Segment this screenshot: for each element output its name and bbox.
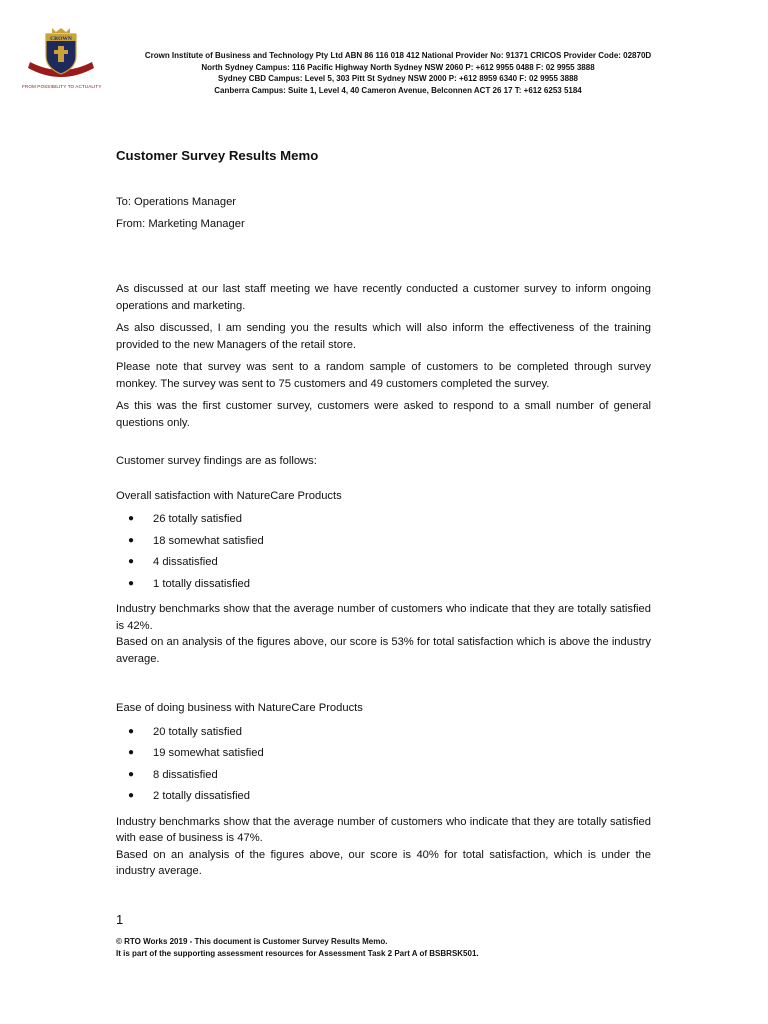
list-item [116, 723, 651, 745]
letterhead-canberra-line: Canberra Campus: Suite 1, Level 4, 40 Cameron Avenue, Belconnen ACT 26 17 T: +612 6253 5184 [214, 85, 582, 95]
logo-brand-text: CROWN [50, 36, 72, 42]
list-item-text: 1 totally dissatisfied [153, 577, 251, 590]
analysis-sentence: Based on an analysis of the figures above, our score is 53% for total satisfaction which is above the industry average. [116, 636, 651, 665]
section-title: Ease of doing business with NatureCare Products [116, 702, 363, 714]
bullet-icon: ● [128, 513, 135, 524]
list-item-text: 4 dissatisfied [153, 556, 218, 568]
letterhead-company-line: Crown Institute of Business and Technology Pty Ltd ABN 86 116 018 412 National Provider No: 91371 CRICOS Provider Code: 02870D [144, 51, 652, 60]
bullet-icon: ● [128, 577, 135, 589]
list-item [116, 510, 651, 532]
list-item [116, 744, 651, 766]
findings-section-overall-satisfaction [116, 488, 651, 668]
bullet-icon: ● [128, 556, 135, 567]
analysis-text [116, 847, 651, 880]
memo-paragraph: Please note that survey was sent to a random sample of customers to be completed through survey monkey. The survey was sent to 75 customers and 49 customers completed the survey. [116, 361, 651, 390]
memo-title: Customer Survey Results Memo [116, 148, 319, 163]
memo-to: To: Operations Manager [116, 196, 237, 208]
list-item-text: 26 totally satisfied [153, 513, 242, 525]
letterhead-sydney-cbd-line: Sydney CBD Campus: Level 5, 303 Pitt St Sydney NSW 2000 P: +612 8959 6340 F: 02 9955 3888 [218, 74, 578, 83]
footer-copyright-line: © RTO Works 2019 - This document is Customer Survey Results Memo. [116, 937, 388, 946]
list-item-text: 2 totally dissatisfied [153, 790, 251, 802]
institute-logo [22, 28, 100, 94]
footer [116, 936, 479, 960]
list-item [116, 575, 651, 597]
page-number: 1 [116, 912, 124, 927]
bullet-icon: ● [128, 747, 135, 758]
list-item-text: 8 dissatisfied [153, 768, 218, 781]
findings-section-ease-of-business [116, 700, 651, 880]
section-title: Overall satisfaction with NatureCare Products [116, 489, 342, 502]
memo-meta [116, 194, 651, 232]
findings-intro: Customer survey findings are as follows: [116, 455, 317, 467]
analysis-sentence: Based on an analysis of the figures above, our score is 40% for total satisfaction, which is under the industry average. [116, 848, 651, 877]
benchmark-sentence: Industry benchmarks show that the average number of customers who indicate that they are totally satisfied is 42%. [116, 603, 651, 632]
bullet-icon: ● [128, 768, 135, 780]
benchmark-text [116, 601, 651, 634]
memo-body [116, 281, 651, 880]
list-item-text: 19 somewhat satisfied [153, 747, 264, 759]
results-list [116, 510, 651, 596]
crest-icon [22, 28, 100, 82]
analysis-text [116, 634, 651, 667]
memo-paragraph: As also discussed, I am sending you the results which will also inform the effectiveness of the training provided to the new Managers of the retail store. [116, 322, 651, 351]
list-item-text: 18 somewhat satisfied [153, 534, 264, 547]
logo-motto: FROM POSSIBILITY TO ACTUALITY [22, 84, 102, 89]
bullet-icon: ● [128, 725, 135, 737]
memo-content [116, 148, 651, 880]
letterhead [110, 50, 686, 96]
list-item-text: 20 totally satisfied [153, 725, 242, 738]
list-item [116, 787, 651, 809]
section-spacer [116, 667, 651, 700]
letterhead-north-sydney-line: North Sydney Campus: 116 Pacific Highway North Sydney NSW 2060 P: +612 9955 0488 F: 02 9955 3888 [201, 62, 595, 72]
results-list [116, 723, 651, 809]
footer-assessment-line: It is part of the supporting assessment resources for Assessment Task 2 Part A of BSBRSK501. [116, 949, 479, 958]
list-item [116, 553, 651, 575]
list-item [116, 532, 651, 554]
bullet-icon: ● [128, 534, 135, 546]
memo-paragraph: As discussed at our last staff meeting we have recently conducted a customer survey to inform ongoing operations and marketing. [116, 283, 651, 312]
memo-paragraph: As this was the first customer survey, customers were asked to respond to a small number of general questions only. [116, 400, 651, 429]
list-item [116, 766, 651, 788]
memo-from: From: Marketing Manager [116, 217, 245, 230]
bullet-icon: ● [128, 790, 135, 801]
benchmark-text [116, 814, 651, 847]
benchmark-sentence: Industry benchmarks show that the average number of customers who indicate that they are totally satisfied with ease of business is 47%. [116, 815, 651, 844]
